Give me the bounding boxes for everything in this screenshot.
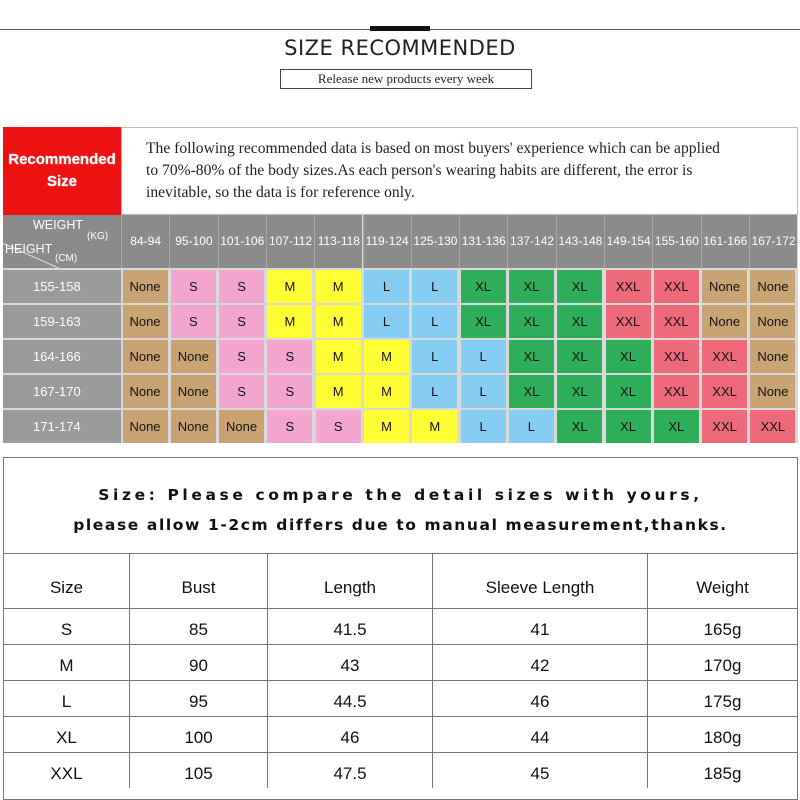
table-cell: 45 bbox=[432, 753, 647, 788]
table-cell: 44 bbox=[432, 717, 647, 752]
size-cell: XL bbox=[509, 270, 554, 303]
size-cell: M bbox=[364, 375, 409, 408]
column-header: Sleeve Length bbox=[432, 554, 647, 608]
weight-header-5: 119-124 bbox=[363, 215, 411, 268]
size-cell: M bbox=[364, 340, 409, 373]
table-cell: 95 bbox=[129, 681, 267, 716]
size-cell: None bbox=[702, 270, 747, 303]
table-header-row bbox=[4, 553, 797, 608]
size-cell: M bbox=[316, 305, 361, 338]
badge-line-1: Recommended bbox=[8, 151, 116, 168]
table-cell: S bbox=[60, 620, 73, 639]
badge-line-2: Size bbox=[46, 173, 77, 190]
table-cell: 41.5 bbox=[267, 609, 432, 644]
size-cell: M bbox=[267, 270, 312, 303]
weight-header-2: 101-106 bbox=[218, 215, 266, 268]
weight-header-13: 167-172 bbox=[749, 215, 797, 268]
size-cell: L bbox=[461, 410, 506, 443]
table-cell: 46 bbox=[432, 681, 647, 716]
size-cell: L bbox=[364, 305, 409, 338]
weight-header-6: 125-130 bbox=[411, 215, 459, 268]
size-cell: XXL bbox=[654, 340, 699, 373]
size-cell: S bbox=[219, 340, 264, 373]
weight-header-8: 137-142 bbox=[507, 215, 555, 268]
recommendation-note bbox=[121, 127, 798, 215]
size-cell: L bbox=[364, 270, 409, 303]
size-cell: XL bbox=[606, 340, 651, 373]
size-cell: XL bbox=[557, 270, 602, 303]
size-cell: XL bbox=[557, 410, 602, 443]
size-cell: L bbox=[412, 305, 457, 338]
table-cell: L bbox=[61, 692, 72, 711]
table-row bbox=[4, 608, 797, 644]
size-cell: XL bbox=[509, 305, 554, 338]
size-cell: L bbox=[412, 340, 457, 373]
table-cell: 185g bbox=[647, 753, 797, 788]
weight-header-12: 161-166 bbox=[701, 215, 749, 268]
subtitle-banner: Release new products every week bbox=[280, 69, 532, 89]
size-cell: XL bbox=[461, 270, 506, 303]
size-cell: S bbox=[171, 305, 216, 338]
size-cell: None bbox=[171, 375, 216, 408]
size-cell: S bbox=[219, 375, 264, 408]
size-cell: S bbox=[267, 375, 312, 408]
page-title: SIZE RECOMMENDED bbox=[284, 36, 516, 60]
size-cell: XL bbox=[654, 410, 699, 443]
size-cell: L bbox=[509, 410, 554, 443]
size-cell: XXL bbox=[654, 375, 699, 408]
table-cell: 43 bbox=[267, 645, 432, 680]
size-cell: None bbox=[123, 340, 168, 373]
height-axis-label: HEIGHT bbox=[5, 242, 53, 256]
grid-corner-header bbox=[3, 215, 121, 268]
size-cell: L bbox=[412, 270, 457, 303]
weight-axis-label: WEIGHT bbox=[33, 218, 83, 232]
column-header: Length bbox=[267, 554, 432, 608]
size-cell: XXL bbox=[654, 305, 699, 338]
size-cell: L bbox=[461, 375, 506, 408]
height-row-label-4: 171-174 bbox=[3, 410, 121, 443]
table-row bbox=[4, 752, 797, 788]
size-cell: S bbox=[219, 305, 264, 338]
note-line-2: to 70%-80% of the body sizes.As each person's wearing habits are different, the error is bbox=[146, 162, 693, 179]
size-cell: L bbox=[412, 375, 457, 408]
weight-header-9: 143-148 bbox=[556, 215, 604, 268]
column-header: Size bbox=[49, 578, 84, 597]
size-cell: XXL bbox=[702, 340, 747, 373]
size-cell: L bbox=[461, 340, 506, 373]
weight-unit-label: (KG) bbox=[87, 231, 109, 242]
table-cell: 44.5 bbox=[267, 681, 432, 716]
note-line-3: inevitable, so the data is for reference only. bbox=[146, 184, 415, 201]
size-cell: None bbox=[219, 410, 264, 443]
table-cell: M bbox=[59, 656, 74, 675]
size-grid bbox=[3, 215, 798, 443]
size-cell: XL bbox=[557, 375, 602, 408]
weight-header-7: 131-136 bbox=[459, 215, 507, 268]
height-row-label-0: 155-158 bbox=[3, 270, 121, 303]
size-cell: XXL bbox=[654, 270, 699, 303]
recommended-size-badge bbox=[3, 127, 121, 215]
table-cell: XL bbox=[56, 728, 77, 747]
weight-header-3: 107-112 bbox=[266, 215, 314, 268]
table-cell: 47.5 bbox=[267, 753, 432, 788]
size-cell: XXL bbox=[750, 410, 795, 443]
height-row-label-3: 167-170 bbox=[3, 375, 121, 408]
size-cell: None bbox=[123, 375, 168, 408]
recommended-size-chart bbox=[3, 127, 798, 443]
size-cell: None bbox=[123, 410, 168, 443]
detail-note bbox=[4, 458, 797, 553]
table-cell: 90 bbox=[129, 645, 267, 680]
table-cell: 41 bbox=[432, 609, 647, 644]
detail-note-line-1: Size: Please compare the detail sizes with yours, bbox=[98, 486, 703, 504]
size-cell: XL bbox=[606, 375, 651, 408]
size-cell: S bbox=[316, 410, 361, 443]
table-cell: 105 bbox=[129, 753, 267, 788]
weight-header-1: 95-100 bbox=[169, 215, 217, 268]
weight-header-0: 84-94 bbox=[121, 215, 169, 268]
size-cell: XXL bbox=[702, 410, 747, 443]
column-header: Bust bbox=[129, 554, 267, 608]
size-cell: None bbox=[750, 340, 795, 373]
weight-header-11: 155-160 bbox=[652, 215, 700, 268]
size-cell: XL bbox=[557, 305, 602, 338]
size-cell: S bbox=[267, 410, 312, 443]
size-cell: XL bbox=[606, 410, 651, 443]
size-cell: None bbox=[171, 340, 216, 373]
size-cell: XL bbox=[461, 305, 506, 338]
size-cell: M bbox=[316, 340, 361, 373]
size-cell: M bbox=[316, 375, 361, 408]
table-cell: 85 bbox=[129, 609, 267, 644]
table-cell: 165g bbox=[647, 609, 797, 644]
table-cell: 46 bbox=[267, 717, 432, 752]
size-cell: None bbox=[750, 270, 795, 303]
size-cell: XL bbox=[557, 340, 602, 373]
size-cell: XXL bbox=[606, 305, 651, 338]
table-cell: 100 bbox=[129, 717, 267, 752]
table-cell: 170g bbox=[647, 645, 797, 680]
size-cell: XXL bbox=[702, 375, 747, 408]
weight-header-4: 113-118 bbox=[314, 215, 362, 268]
size-cell: M bbox=[412, 410, 457, 443]
height-row-label-1: 159-163 bbox=[3, 305, 121, 338]
size-cell: None bbox=[750, 305, 795, 338]
size-cell: M bbox=[316, 270, 361, 303]
size-cell: M bbox=[364, 410, 409, 443]
table-row bbox=[4, 716, 797, 752]
size-cell: None bbox=[750, 375, 795, 408]
top-notch bbox=[370, 26, 430, 31]
size-cell: S bbox=[267, 340, 312, 373]
table-row bbox=[4, 644, 797, 680]
size-cell: M bbox=[267, 305, 312, 338]
column-header: Weight bbox=[647, 554, 797, 608]
table-cell: 42 bbox=[432, 645, 647, 680]
size-cell: S bbox=[171, 270, 216, 303]
table-row bbox=[4, 680, 797, 716]
height-row-label-2: 164-166 bbox=[3, 340, 121, 373]
height-unit-label: (CM) bbox=[55, 253, 78, 264]
detail-size-table bbox=[3, 457, 798, 800]
detail-note-line-2: please allow 1-2cm differs due to manual measurement,thanks. bbox=[73, 516, 728, 534]
size-cell: None bbox=[171, 410, 216, 443]
size-cell: XL bbox=[509, 375, 554, 408]
size-cell: XL bbox=[509, 340, 554, 373]
note-line-1: The following recommended data is based on most buyers' experience which can be applied bbox=[146, 140, 720, 157]
table-cell: 180g bbox=[647, 717, 797, 752]
table-cell: 175g bbox=[647, 681, 797, 716]
table-cell: XXL bbox=[50, 764, 83, 783]
size-cell: XXL bbox=[606, 270, 651, 303]
size-cell: None bbox=[123, 270, 168, 303]
size-cell: S bbox=[219, 270, 264, 303]
size-cell: None bbox=[702, 305, 747, 338]
weight-header-10: 149-154 bbox=[604, 215, 652, 268]
size-cell: None bbox=[123, 305, 168, 338]
